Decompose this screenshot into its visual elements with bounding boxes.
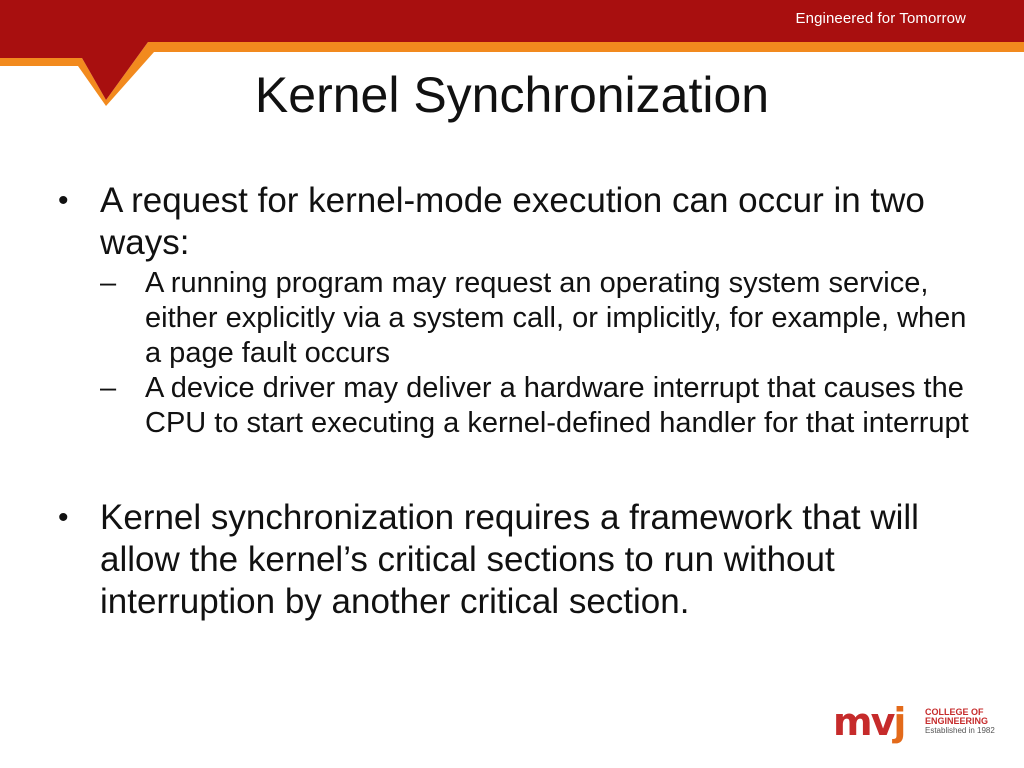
logo-mark-accent: j [893,700,905,744]
logo-line-1: COLLEGE OF [925,707,984,717]
bullet-item [58,180,978,264]
bullet-marker: • [58,184,69,217]
bullet-item [58,497,978,623]
bullet-text: A request for kernel-mode execution can occur in two ways: [100,181,925,262]
header-tagline: Engineered for Tomorrow [795,10,966,27]
sub-bullet-text: A running program may request an operating system service, either explicitly via a system call, or implicitly, for example, when a page fault occurs [145,267,967,369]
sub-bullet-item [100,266,978,371]
sub-bullet-marker: – [100,267,117,299]
sub-bullet-marker: – [100,372,117,404]
logo-mark [833,702,904,742]
logo-line-2: ENGINEERING [925,716,989,726]
bullet-marker: • [58,501,69,534]
sub-bullet-item [100,371,978,441]
bullet-text: Kernel synchronization requires a framework that will allow the kernel’s critical sections to run without interruption by another critical section. [100,498,919,621]
sub-bullet-text: A device driver may deliver a hardware interrupt that causes the CPU to start executing a kernel-defined handler for that interrupt [145,372,969,439]
logo-mark-main: mv [833,700,894,744]
sub-bullet-list [58,266,978,441]
college-logo [833,700,993,750]
logo-text [925,708,995,735]
logo-line-3: Established in 1982 [925,726,995,735]
slide-title: Kernel Synchronization [254,67,770,123]
slide-content [58,180,978,623]
